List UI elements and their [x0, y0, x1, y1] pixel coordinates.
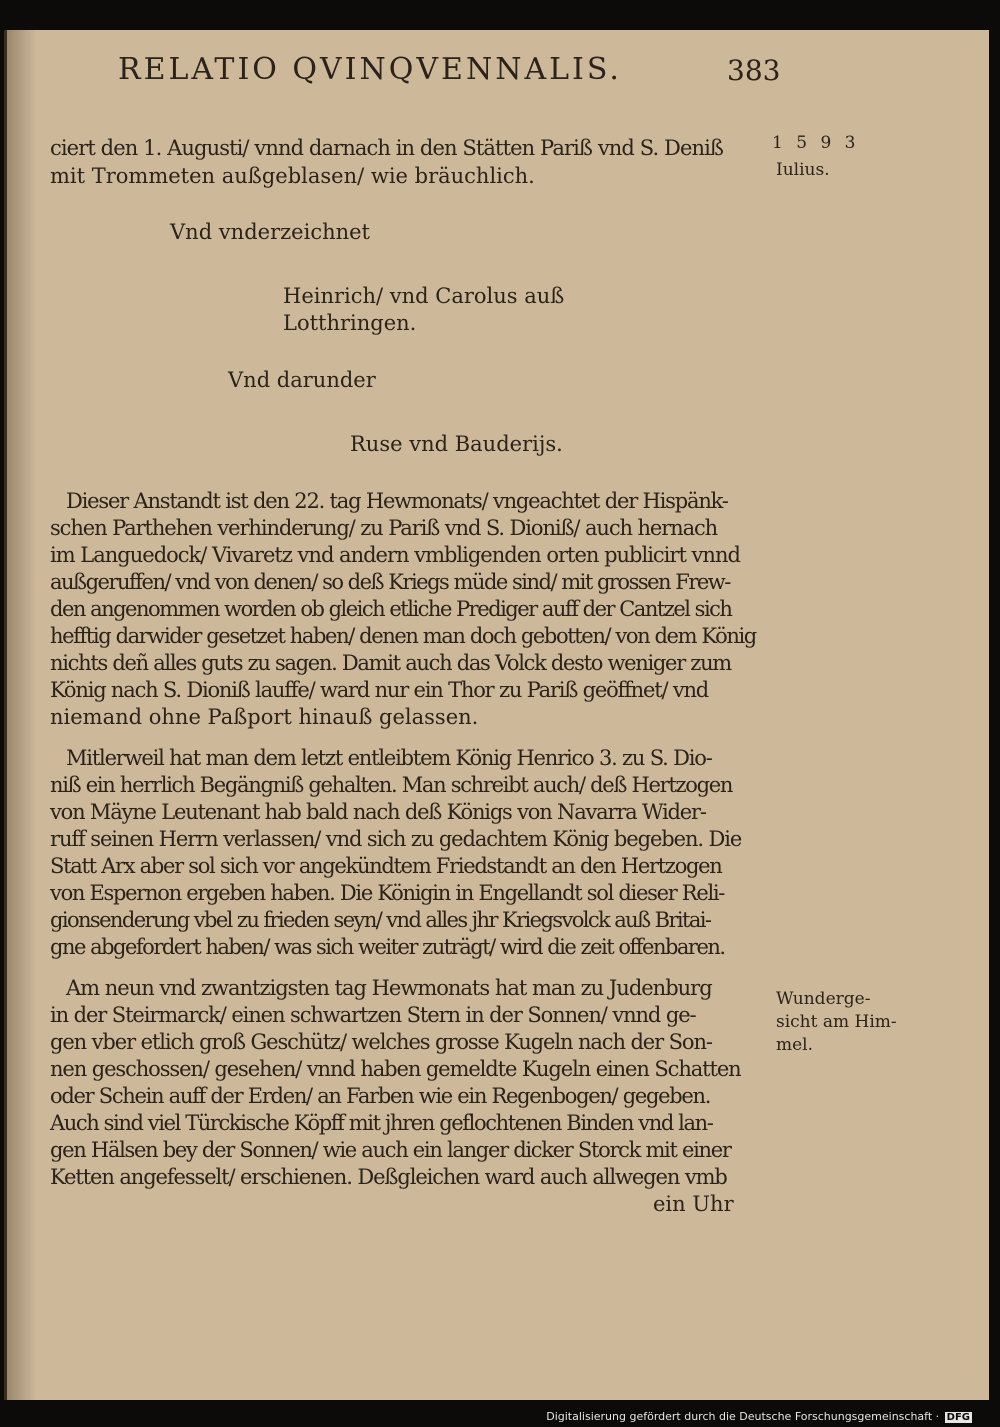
text-line: außgeruffen/ vnd von denen/ so deß Kriegs müde sind/ mit grossen Frew-	[50, 570, 730, 594]
page-number: 383	[727, 54, 781, 87]
text-line: in der Steirmarck/ einen schwartzen Stern in der Sonnen/ vnnd ge-	[50, 1003, 696, 1027]
text-line: Statt Arx aber sol sich vor angekündtem Friedstandt an den Hertzogen	[50, 854, 722, 878]
text-line: Ketten angefesselt/ erschienen. Deßgleichen ward auch allwegen vmb	[50, 1165, 727, 1189]
text-line: nichts deñ alles guts zu sagen. Damit auch das Volck desto weniger zum	[50, 651, 731, 675]
text-line: Am neun vnd zwantzigsten tag Hewmonats hat man zu Judenburg	[66, 976, 712, 1000]
text-line: von Espernon ergeben haben. Die Königin in Engellandt sol dieser Reli-	[50, 881, 725, 905]
text-line: mit Trommeten außgeblasen/ wie bräuchlich.	[50, 164, 535, 188]
catchword: ein Uhr	[653, 1192, 734, 1216]
text-line: Vnd vnderzeichnet	[170, 220, 370, 244]
text-line: ruff seinen Herrn verlassen/ vnd sich zu gedachtem König begeben. Die	[50, 827, 742, 851]
running-title: RELATIO QVINQVENNALIS.	[118, 52, 622, 87]
text-line: oder Schein auff der Erden/ an Farben wie ein Regenbogen/ gegeben.	[50, 1084, 711, 1108]
text-line: Dieser Anstandt ist den 22. tag Hewmonats/ vngeachtet der Hispänk-	[66, 489, 728, 513]
text-line: im Languedock/ Vivaretz vnd andern vmbligenden orten publicirt vnnd	[50, 543, 740, 567]
margin-note-line: mel.	[776, 1035, 814, 1055]
text-line: Ruse vnd Bauderijs.	[350, 432, 563, 456]
text-line: gionsenderung vbel zu frieden seyn/ vnd alles jhr Kriegsvolck auß Britai-	[50, 908, 711, 932]
text-line: Mitlerweil hat man dem letzt entleibtem König Henrico 3. zu S. Dio-	[66, 746, 712, 770]
text-line: Lotthringen.	[283, 311, 417, 335]
footer-credit	[546, 1410, 972, 1423]
text-line: den angenommen worden ob gleich etliche Prediger auff der Cantzel sich	[50, 597, 732, 621]
text-line: niemand ohne Paßport hinauß gelassen.	[50, 705, 479, 729]
text-line: ciert den 1. Augusti/ vnnd darnach in den Stätten Pariß vnd S. Deniß	[50, 136, 724, 160]
text-line: hefftig darwider gesetzet haben/ denen man doch gebotten/ von dem König	[50, 624, 756, 648]
margin-note-line: sicht am Him-	[776, 1012, 897, 1032]
text-line: schen Parthehen verhinderung/ zu Pariß vnd S. Dioniß/ auch hernach	[50, 516, 718, 540]
text-line: König nach S. Dioniß lauffe/ ward nur ein Thor zu Pariß geöffnet/ vnd	[50, 678, 709, 702]
text-line: Auch sind viel Türckische Köpff mit jhren geflochtenen Binden vnd lan-	[50, 1111, 713, 1135]
footer-text: Digitalisierung gefördert durch die Deutsche Forschungsgemeinschaft ·	[546, 1410, 940, 1423]
text-line: gen Hälsen bey der Sonnen/ wie auch ein langer dicker Storck mit einer	[50, 1138, 731, 1162]
text-line: Heinrich/ vnd Carolus auß	[283, 284, 565, 308]
binding-shadow	[7, 30, 37, 1400]
text-line: Vnd darunder	[228, 368, 376, 392]
margin-year: 1 5 9 3	[772, 133, 860, 153]
text-line: gen vber etlich groß Geschütz/ welches grosse Kugeln nach der Son-	[50, 1030, 712, 1054]
dfg-logo: DFG	[946, 1412, 970, 1423]
text-line: niß ein herrlich Begängniß gehalten. Man schreibt auch/ deß Hertzogen	[50, 773, 733, 797]
text-line: nen geschossen/ gesehen/ vnnd haben gemeldte Kugeln einen Schatten	[50, 1057, 741, 1081]
margin-month: Iulius.	[776, 160, 830, 180]
margin-note-line: Wunderge-	[776, 989, 871, 1009]
text-line: von Mäyne Leutenant hab bald nach deß Königs von Navarra Wider-	[50, 800, 706, 824]
text-line: gne abgefordert haben/ was sich weiter zuträgt/ wird die zeit offenbaren.	[50, 935, 725, 959]
